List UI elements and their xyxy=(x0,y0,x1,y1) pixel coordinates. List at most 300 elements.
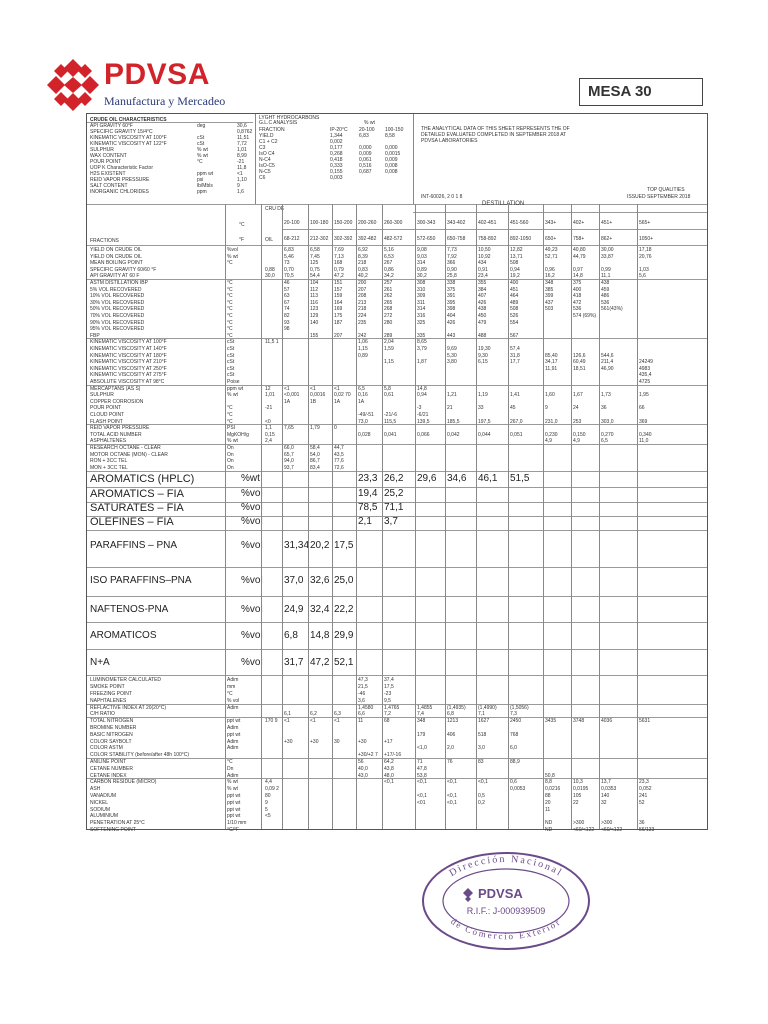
big-row-unit: %wt xyxy=(241,473,260,485)
light-hc-title: LYGHT HYDROCARBONS xyxy=(259,115,320,121)
lower_rows-cell: >300 xyxy=(573,820,585,827)
lower_rows-unit: ppt wt xyxy=(227,718,241,725)
small_rows-cell: 11,1 xyxy=(601,273,611,280)
small_rows-cell: 33,87 xyxy=(601,253,614,260)
small_rows-cell: 426 xyxy=(478,299,487,306)
light-hc-cell: 0,268 xyxy=(330,151,343,157)
lower_rows-cell: 47,8 xyxy=(417,765,427,772)
small_rows-cell: 83,4 xyxy=(310,464,320,471)
lower_rows-cell: <1 xyxy=(284,718,290,725)
small_rows-cell: 0,86 xyxy=(384,266,394,273)
big-row-cell: 26,2 xyxy=(384,473,404,485)
lower_rows-cell: <0,1 xyxy=(447,793,457,799)
lower_rows-cell: <0,1 xyxy=(417,779,427,786)
lower_rows-label: BROMINE NUMBER xyxy=(90,725,137,731)
lower_rows-cell: 9,5 xyxy=(384,697,391,704)
lower_rows-cell: 36 xyxy=(639,820,645,827)
big-row-cell: 31,7 xyxy=(284,657,304,669)
lower_rows-cell: +17/-16 xyxy=(384,752,402,759)
small_rows-cell: 115,5 xyxy=(384,418,397,425)
lower_rows-cell: <1 xyxy=(310,718,316,725)
small_rows-unit: °C xyxy=(227,293,233,300)
small_rows-crude: 1,1 xyxy=(265,425,272,432)
small_rows-cell: 4725 xyxy=(639,379,651,385)
small_rows-unit: °C xyxy=(227,412,233,418)
small_rows-cell: 211,4 xyxy=(601,359,614,366)
column-divider xyxy=(382,204,383,829)
small_rows-cell: 0,051 xyxy=(510,431,523,438)
lower_rows-cell: 30 xyxy=(334,738,340,745)
range-f-12: 1050+ xyxy=(639,236,654,242)
small_rows-cell: 73 xyxy=(284,260,290,267)
big-row-cell: 6,8 xyxy=(284,630,298,642)
crude-prop-unit: °C xyxy=(197,159,203,165)
big-row-unit: %vol xyxy=(241,516,263,528)
small_rows-unit: °C xyxy=(227,306,233,313)
range-f-8: 892-1050 xyxy=(510,236,532,242)
lower_rows-cell: <0,1 xyxy=(447,779,457,786)
range-f-6: 650-758 xyxy=(447,236,466,242)
lower_rows-cell: 37,4 xyxy=(384,677,394,684)
small_rows-cell: 24249 xyxy=(639,359,653,366)
small_rows-cell: 185,5 xyxy=(447,418,460,425)
lower_rows-cell: 43,8 xyxy=(384,765,394,772)
small_rows-cell: 1,60 xyxy=(545,392,555,399)
lower_rows-cell: 179 xyxy=(417,731,426,738)
small_rows-unit: On xyxy=(227,458,234,465)
small_rows-cell: 0,16 xyxy=(358,392,368,399)
lower_rows-unit: °C xyxy=(227,759,233,765)
crude-prop-value: 1,6 xyxy=(237,189,244,195)
range-c-8: 451-560 xyxy=(510,220,529,226)
crude-prop-unit: ppm xyxy=(197,189,207,195)
light-hc-unit: % wt xyxy=(364,120,375,126)
small_rows-label: YIELD ON CRUDE OIL xyxy=(90,253,142,260)
small_rows-cell: 60,49 xyxy=(573,359,586,366)
small_rows-unit: °C xyxy=(227,405,233,412)
small_rows-cell: 43,5 xyxy=(334,451,344,458)
small_rows-cell: -21/-6 xyxy=(384,412,398,418)
small_rows-unit: °C xyxy=(227,319,233,326)
small_rows-cell: 6,15 xyxy=(478,359,488,366)
small_rows-cell: 44,79 xyxy=(573,253,586,260)
small_rows-cell: 6,5 xyxy=(358,385,365,392)
crude-prop-label: SPECIFIC GRAVITY 15/4°C xyxy=(90,129,153,135)
lower_rows-crude: 5 xyxy=(265,806,268,813)
small_rows-cell: 486 xyxy=(601,293,610,300)
lower_rows-crude: 0,09 2 xyxy=(265,786,279,793)
big-row-unit: %vol xyxy=(241,630,263,642)
small_rows-unit: On xyxy=(227,464,234,471)
small_rows-cell: 489 xyxy=(510,299,519,306)
lower_rows-cell: 6,2 xyxy=(310,711,317,718)
lower_rows-unit: Adim xyxy=(227,704,239,711)
small_rows-cell: 261 xyxy=(384,286,393,293)
small_rows-cell: 355 xyxy=(478,280,487,286)
small_rows-cell: 175 xyxy=(334,313,343,319)
lower_rows-cell: 5631 xyxy=(639,718,651,725)
small_rows-cell: 0,340 xyxy=(639,431,652,438)
small_rows-cell: 434 xyxy=(478,260,487,267)
lower_rows-cell: 50,8 xyxy=(545,772,555,779)
lower_rows-cell: 6,0 xyxy=(510,745,517,752)
small_rows-cell: 1A xyxy=(358,398,365,405)
small_rows-unit: cSt xyxy=(227,339,235,346)
small_rows-label: ABSOLUTE VISCOSITY AT 98°C xyxy=(90,379,165,385)
small_rows-cell: 0,044 xyxy=(478,431,491,438)
lower_rows-cell: 71 xyxy=(417,759,423,765)
small_rows-cell: 157 xyxy=(334,286,343,293)
lower_rows-cell: >300 xyxy=(601,820,613,827)
small_rows-cell: 16,2 xyxy=(545,273,555,280)
small_rows-cell: 8,39 xyxy=(358,253,368,260)
row-divider xyxy=(87,596,707,597)
small_rows-cell: 5,6 xyxy=(639,273,646,280)
big-row-label: OLEFINES – FIA xyxy=(90,516,174,529)
lower_rows-label: SODIUM xyxy=(90,806,110,813)
small_rows-cell: 18,51 xyxy=(573,365,586,372)
small_rows-cell: 85,40 xyxy=(545,352,558,359)
small_rows-cell: 23,4 xyxy=(478,273,488,280)
lower_rows-label: COLOR SAYBOLT xyxy=(90,738,132,745)
small_rows-label: KINEMATIC VISCOSITY AT 100°F xyxy=(90,339,167,346)
small_rows-cell: 253 xyxy=(573,418,582,425)
lower_rows-cell: +30/+2 7 xyxy=(358,752,378,759)
small_rows-cell: 459 xyxy=(601,286,610,293)
row-divider xyxy=(87,279,707,280)
small_rows-label: ASTM DISTILLATION IBP xyxy=(90,280,148,286)
lower_rows-cell: 20 xyxy=(545,799,551,806)
crude-prop-label: KINEMATIC VISCOSITY AT 122°F xyxy=(90,141,167,147)
small_rows-cell: 3,80 xyxy=(447,359,457,366)
crude-prop-value: 8,99 xyxy=(237,153,247,159)
stamp-sun-icon xyxy=(463,888,473,902)
light-hc-cell: 0,418 xyxy=(330,157,343,163)
small_rows-label: CLOUD POINT xyxy=(90,412,125,418)
small_rows-cell: 316 xyxy=(417,313,426,319)
light-hc-cell: 0,003 xyxy=(330,175,343,181)
lower_rows-cell: (1,5056) xyxy=(510,704,529,711)
big-row-cell: 25,2 xyxy=(384,488,404,500)
crude-header: CRU DE xyxy=(265,206,285,212)
small_rows-cell: 207 xyxy=(334,332,343,339)
lower_rows-cell: <1 xyxy=(334,718,340,725)
lower_rows-cell: 68 xyxy=(384,718,390,725)
crude-prop-unit: ppm wt xyxy=(197,171,214,177)
lower_rows-label: SOFTENING POINT xyxy=(90,827,136,833)
lower_rows-unit: Adim xyxy=(227,772,239,779)
small_rows-cell: 10,92 xyxy=(478,253,491,260)
column-divider xyxy=(261,204,262,829)
small_rows-cell: 12,82 xyxy=(510,247,523,253)
small_rows-cell: 34,2 xyxy=(384,273,394,280)
lower_rows-label: SMOKE POINT xyxy=(90,684,125,691)
small_rows-unit: °C xyxy=(227,280,233,286)
stamp-line1: Dirección Nacional xyxy=(447,853,565,880)
small_rows-cell: 94,0 xyxy=(284,458,294,465)
small_rows-unit: cSt xyxy=(227,352,235,359)
big-row-cell: 51,5 xyxy=(510,473,530,485)
small_rows-cell: 218 xyxy=(358,260,367,267)
stamp-line2: PDVSA xyxy=(478,886,523,901)
lower_rows-cell: 7,1 xyxy=(478,711,485,718)
small_rows-unit: ppm wt xyxy=(227,385,244,392)
range-c-6: 343-402 xyxy=(447,220,466,226)
small_rows-cell: 7,92 xyxy=(447,253,457,260)
small_rows-cell: 1,67 xyxy=(573,392,583,399)
small_rows-cell: 168 xyxy=(334,260,343,267)
small_rows-cell: 503 xyxy=(545,306,554,313)
small_rows-label: 95% VOL RECOVERED xyxy=(90,326,145,333)
small_rows-cell: 262 xyxy=(384,293,393,300)
small_rows-label: MEAN BOILING POINT xyxy=(90,260,143,267)
crude-prop-value: 1,01 xyxy=(237,147,247,153)
small_rows-cell: 187 xyxy=(334,319,343,326)
light-hc-cell: IsO-C5 xyxy=(259,163,275,169)
lower_rows-unit: % wt xyxy=(227,786,238,793)
range-c-4: 260-300 xyxy=(384,220,403,226)
column-divider xyxy=(255,114,256,204)
big-row-cell: 24,9 xyxy=(284,604,304,616)
small_rows-cell: 1,79 xyxy=(310,425,320,432)
big-row-cell: 34,6 xyxy=(447,473,467,485)
small_rows-cell: 561(43%) xyxy=(601,306,623,313)
big-row-cell: 20,2 xyxy=(310,540,330,552)
row-divider xyxy=(282,229,707,230)
small_rows-label: ASPHALTENES xyxy=(90,438,127,445)
small_rows-cell: 6,83 xyxy=(284,247,294,253)
lower_rows-cell: 23,3 xyxy=(639,779,649,786)
small_rows-unit: PSI xyxy=(227,425,236,432)
small_rows-unit: cSt xyxy=(227,346,235,352)
big-row-cell: 46,1 xyxy=(478,473,498,485)
small_rows-cell: 438 xyxy=(601,280,610,286)
range-c-0: 20-100 xyxy=(284,220,300,226)
small_rows-unit: On xyxy=(227,451,234,458)
svg-text:Dirección Nacional xyxy=(447,854,564,879)
lower_rows-cell: ND xyxy=(545,820,553,827)
small_rows-cell: 74 xyxy=(284,306,290,313)
light-hc-cell: 0,008 xyxy=(385,163,398,169)
small_rows-label: RESEARCH OCTANE - CLEAR xyxy=(90,445,161,451)
small_rows-cell: 311 xyxy=(417,299,425,306)
big-row-cell: 29,9 xyxy=(334,630,354,642)
lower_rows-unit: °C/°F xyxy=(227,827,240,833)
small_rows-cell: 325 xyxy=(417,319,426,326)
small_rows-cell: 1,59 xyxy=(384,346,394,352)
range-f-11: 862+ xyxy=(601,236,613,242)
small_rows-cell: 391 xyxy=(447,293,456,300)
small_rows-cell: 4,9 xyxy=(573,438,580,445)
small_rows-cell: <1 xyxy=(334,385,340,392)
small_rows-cell: 40,2 xyxy=(358,273,368,280)
small_rows-cell: 63 xyxy=(284,293,290,300)
small_rows-cell: 385 xyxy=(545,286,554,293)
lower_rows-cell: 2,0 xyxy=(447,745,454,752)
crude-prop-unit: % wt xyxy=(197,153,208,159)
row-divider xyxy=(87,471,707,472)
small_rows-cell: 44,7 xyxy=(334,445,344,451)
lower_rows-cell: 8,8 xyxy=(545,779,552,786)
small_rows-cell: 36 xyxy=(601,405,607,412)
small_rows-cell: 0,70 xyxy=(284,266,294,273)
small_rows-cell: 399 xyxy=(545,293,554,300)
small_rows-cell: 10,50 xyxy=(478,247,491,253)
small_rows-unit: % wt xyxy=(227,253,238,260)
small_rows-cell: 9,03 xyxy=(417,253,427,260)
small_rows-cell: 72,6 xyxy=(334,464,344,471)
small_rows-cell: 52,71 xyxy=(545,253,558,260)
small_rows-cell: 567 xyxy=(510,332,519,339)
range-f-7: 758-892 xyxy=(478,236,497,242)
big-row-cell: 3,7 xyxy=(384,516,398,528)
crude-prop-label: INORGANIC CHLORIDES xyxy=(90,189,149,195)
lower_rows-label: REFLACTIVE INDEX AT 20(20°C) xyxy=(90,704,167,711)
small_rows-cell: 5,16 xyxy=(384,247,394,253)
small_rows-unit: °C xyxy=(227,418,233,425)
row-divider xyxy=(87,717,707,718)
lower_rows-label: CETANE INDEX xyxy=(90,772,127,779)
small_rows-unit: MgKOH/g xyxy=(227,431,249,438)
info-code: INT-60026, 2 0 1 8 xyxy=(421,194,463,200)
small_rows-cell: 1A xyxy=(284,398,291,405)
crude-assay-sheet xyxy=(86,113,708,833)
top-qualities-label: TOP QUALITIES xyxy=(647,187,685,193)
lower_rows-cell: 13,7 xyxy=(601,779,611,786)
light-hc-cell: C6 xyxy=(259,175,266,181)
small_rows-cell: 159 xyxy=(334,293,343,300)
small_rows-label: 5% VOL RECOVERED xyxy=(90,286,142,293)
big-row-cell: 29,6 xyxy=(417,473,437,485)
lower_rows-label: NICKEL xyxy=(90,799,109,806)
lower_rows-cell: 53,8 xyxy=(417,772,427,779)
small_rows-cell: 207 xyxy=(358,286,367,293)
small_rows-cell: 268 xyxy=(384,306,393,313)
lower_rows-cell: 3748 xyxy=(573,718,585,725)
big-row-cell: 37,0 xyxy=(284,575,304,587)
small_rows-cell: 348 xyxy=(545,280,554,286)
small_rows-cell: 7,13 xyxy=(334,253,344,260)
light-hc-cell: 0,009 xyxy=(359,151,372,157)
small_rows-cell: 19,2 xyxy=(510,273,520,280)
light-hc-cell: C3 xyxy=(259,145,266,151)
small_rows-cell: 1,15 xyxy=(384,359,394,366)
small_rows-cell: 58,4 xyxy=(310,445,320,451)
small_rows-cell: 11,0 xyxy=(639,438,649,445)
crude-prop-unit: psi xyxy=(197,177,204,183)
small_rows-cell: 426 xyxy=(447,319,456,326)
small_rows-cell: 1,15 xyxy=(358,346,368,352)
big-row-unit: %vol xyxy=(241,575,263,587)
crude-prop-label: WAX CONTENT xyxy=(90,153,127,159)
small_rows-cell: 126,6 xyxy=(573,352,586,359)
small_rows-cell: 375 xyxy=(573,280,582,286)
small_rows-cell: 0,61 xyxy=(384,392,394,399)
lower_rows-label: FREEZING POINT xyxy=(90,691,132,697)
small_rows-cell: 2,04 xyxy=(384,339,394,346)
row-divider xyxy=(87,245,707,246)
small_rows-cell: 9 xyxy=(545,405,548,412)
lower_rows-cell: -23 xyxy=(384,691,392,697)
small_rows-cell: 0,150 xyxy=(573,431,586,438)
small_rows-cell: 0,94 xyxy=(417,392,427,399)
lower_rows-cell: 1627 xyxy=(478,718,490,725)
small_rows-cell: 66 xyxy=(639,405,645,412)
light-hc-cell: 8,58 xyxy=(385,133,395,139)
crude-prop-unit: cSt xyxy=(197,141,205,147)
small_rows-cell: 369 xyxy=(639,418,648,425)
small_rows-cell: 93 xyxy=(284,319,290,326)
lower_rows-crude: <5 xyxy=(265,813,271,820)
lower_rows-unit: ppt wt xyxy=(227,793,241,799)
small_rows-cell: 129 xyxy=(310,313,319,319)
small_rows-cell: 9,08 xyxy=(417,247,427,253)
small_rows-unit: °C xyxy=(227,313,233,319)
small_rows-cell: 31,8 xyxy=(510,352,520,359)
small_rows-cell: 40,80 xyxy=(573,247,586,253)
range-f-9: 650+ xyxy=(545,236,557,242)
lower_rows-unit: Adim xyxy=(227,677,239,684)
lower_rows-cell: 64,2 xyxy=(384,759,394,765)
small_rows-unit: %vol xyxy=(227,247,238,253)
small_rows-cell: 235 xyxy=(358,319,367,326)
lower_rows-cell: <60/<122 xyxy=(601,827,623,833)
small_rows-cell: 0,041 xyxy=(384,431,397,438)
big-row-cell: 19,4 xyxy=(358,488,378,500)
lower_rows-label: CARBON RESIDUE (MICRO) xyxy=(90,779,157,786)
lower_rows-cell: <0,1 xyxy=(447,799,457,806)
small_rows-cell: 0,066 xyxy=(417,431,430,438)
big-row-label: NAFTENOS-PNA xyxy=(90,604,169,616)
light-hc-cell: 0,008 xyxy=(385,169,398,175)
column-divider xyxy=(332,204,333,829)
lower_rows-cell: 3,0 xyxy=(478,745,485,752)
lower_rows-label: COLOR ASTM xyxy=(90,745,123,752)
small_rows-cell: 0,89 xyxy=(358,352,368,359)
crude-prop-value: 0,8762 xyxy=(237,129,253,135)
small_rows-cell: 34,17 xyxy=(545,359,558,366)
light-hc-subtitle: G.L.C ANALYSIS xyxy=(259,120,298,126)
small_rows-cell: 395 xyxy=(447,299,456,306)
small_rows-label: MOTOR OCTANE (MON) - CLEAR xyxy=(90,451,168,458)
light-hc-cell: N-C5 xyxy=(259,169,271,175)
small_rows-cell: 125 xyxy=(310,260,319,267)
small_rows-cell: 435,4 xyxy=(639,372,652,379)
lower_rows-label: CETANE NUMBER xyxy=(90,765,133,772)
column-divider xyxy=(637,204,638,829)
big-row-cell: 25,0 xyxy=(334,575,354,587)
row-divider xyxy=(87,424,707,425)
small_rows-cell: 77,6 xyxy=(334,458,344,465)
lower_rows-cell: (1,4990) xyxy=(478,704,497,711)
small_rows-crude: 0,15 xyxy=(265,431,275,438)
lower_rows-unit: Adim xyxy=(227,725,239,731)
lower_rows-unit: % wt xyxy=(227,779,238,786)
small_rows-cell: 554 xyxy=(510,319,519,326)
small_rows-cell: 508 xyxy=(510,260,519,267)
lower_rows-cell: 105 xyxy=(573,793,582,799)
small_rows-cell: 8,65 xyxy=(417,339,427,346)
big-row-cell: 52,1 xyxy=(334,657,354,669)
small_rows-cell: 14,8 xyxy=(573,273,583,280)
small_rows-cell: 5,30 xyxy=(447,352,457,359)
small_rows-cell: 49,23 xyxy=(545,247,558,253)
small_rows-label: SPECIFIC GRAVITY 60/60 °F xyxy=(90,266,157,273)
small_rows-cell: 0,94 xyxy=(510,266,520,273)
big-row-cell: 22,2 xyxy=(334,604,354,616)
big-row-label: AROMATICS (HPLC) xyxy=(90,473,195,486)
small_rows-cell: 112 xyxy=(310,286,318,293)
